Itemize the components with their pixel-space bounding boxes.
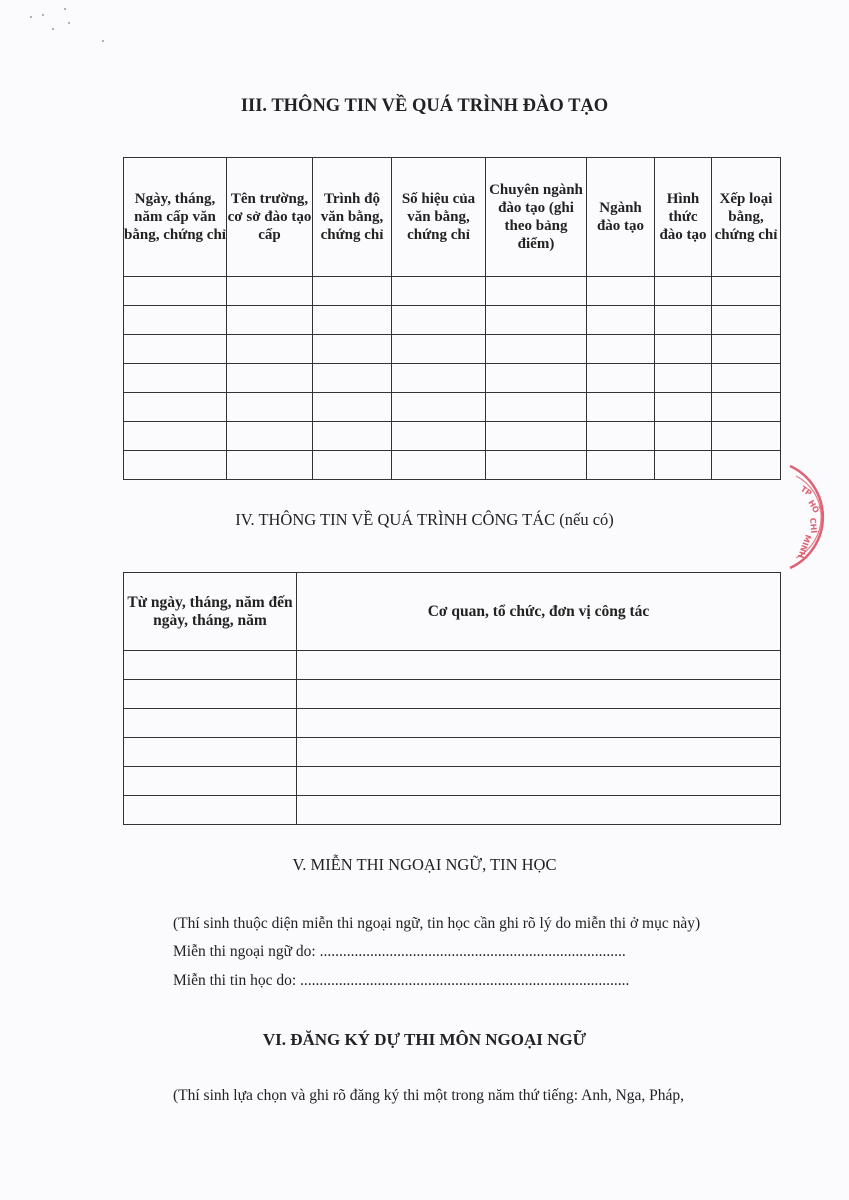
table-row [124, 738, 781, 767]
col-period: Từ ngày, tháng, năm đến ngày, tháng, năm [124, 573, 297, 651]
table-cell[interactable] [712, 306, 781, 335]
table-cell[interactable] [587, 335, 655, 364]
table-cell[interactable] [486, 335, 587, 364]
table-cell[interactable] [392, 393, 486, 422]
stamp-seal [782, 462, 842, 572]
table-cell[interactable] [655, 364, 712, 393]
table-cell[interactable] [124, 796, 297, 825]
table-cell[interactable] [124, 364, 227, 393]
table-cell[interactable] [297, 709, 781, 738]
table-cell[interactable] [313, 422, 392, 451]
table-cell[interactable] [712, 393, 781, 422]
work-history-header-row [124, 573, 781, 651]
table-cell[interactable] [124, 767, 297, 796]
table-cell[interactable] [297, 767, 781, 796]
table-cell[interactable] [486, 393, 587, 422]
table-cell[interactable] [313, 306, 392, 335]
table-cell[interactable] [712, 422, 781, 451]
table-row [124, 709, 781, 738]
table-cell[interactable] [655, 335, 712, 364]
table-row [124, 767, 781, 796]
work-history-table [123, 572, 781, 825]
table-row [124, 796, 781, 825]
table-cell[interactable] [392, 306, 486, 335]
table-cell[interactable] [587, 422, 655, 451]
table-cell[interactable] [392, 422, 486, 451]
col-training-form: Hình thức đào tạo [655, 158, 712, 277]
table-row [124, 422, 781, 451]
section-5-note: (Thí sinh thuộc diện miễn thi ngoại ngữ, tin học cần ghi rõ lý do miễn thi ở mục này) [173, 915, 701, 932]
table-cell[interactable] [392, 451, 486, 480]
table-row [124, 335, 781, 364]
table-cell[interactable] [486, 306, 587, 335]
table-cell[interactable] [655, 422, 712, 451]
table-cell[interactable] [392, 335, 486, 364]
table-cell[interactable] [124, 393, 227, 422]
table-cell[interactable] [486, 277, 587, 306]
table-cell[interactable] [313, 364, 392, 393]
section-6-note: (Thí sinh lựa chọn và ghi rõ đăng ký thi một trong năm thứ tiếng: Anh, Nga, Pháp, [173, 1087, 685, 1104]
table-cell[interactable] [297, 796, 781, 825]
col-organization: Cơ quan, tổ chức, đơn vị công tác [297, 573, 781, 651]
language-exemption-line[interactable]: Miễn thi ngoại ngữ do: ............................................................................... [173, 943, 626, 960]
table-cell[interactable] [227, 451, 313, 480]
table-row [124, 277, 781, 306]
table-cell[interactable] [313, 277, 392, 306]
training-table-header-row [124, 158, 781, 277]
table-cell[interactable] [297, 680, 781, 709]
svg-text:HỒ: HỒ [806, 498, 821, 515]
table-cell[interactable] [587, 306, 655, 335]
svg-text:TP: TP [798, 484, 814, 499]
table-row [124, 364, 781, 393]
table-cell[interactable] [124, 680, 297, 709]
svg-text:MINH: MINH [795, 533, 813, 560]
table-cell[interactable] [227, 393, 313, 422]
table-cell[interactable] [712, 335, 781, 364]
table-cell[interactable] [313, 451, 392, 480]
table-cell[interactable] [297, 651, 781, 680]
table-cell[interactable] [124, 451, 227, 480]
table-row [124, 306, 781, 335]
table-cell[interactable] [587, 364, 655, 393]
section-6-title: VI. ĐĂNG KÝ DỰ THI MÔN NGOẠI NGỮ [262, 1030, 587, 1049]
table-cell[interactable] [392, 277, 486, 306]
table-cell[interactable] [486, 364, 587, 393]
col-degree-number: Số hiệu của văn bằng, chứng chỉ [392, 158, 486, 277]
svg-text:CHÍ: CHÍ [808, 517, 819, 534]
table-cell[interactable] [124, 709, 297, 738]
section-5-title: V. MIỄN THI NGOẠI NGỮ, TIN HỌC [292, 855, 557, 874]
table-row [124, 393, 781, 422]
section-3-title: III. THÔNG TIN VỀ QUÁ TRÌNH ĐÀO TẠO [240, 96, 609, 116]
table-cell[interactable] [587, 393, 655, 422]
table-cell[interactable] [712, 277, 781, 306]
table-row [124, 680, 781, 709]
col-issue-date: Ngày, tháng, năm cấp văn bằng, chứng chỉ [124, 158, 227, 277]
table-cell[interactable] [486, 451, 587, 480]
table-cell[interactable] [124, 277, 227, 306]
table-cell[interactable] [124, 306, 227, 335]
col-field: Ngành đào tạo [587, 158, 655, 277]
table-row [124, 451, 781, 480]
table-cell[interactable] [227, 335, 313, 364]
col-degree-level: Trình độ văn bằng, chứng chỉ [313, 158, 392, 277]
table-cell[interactable] [227, 306, 313, 335]
table-cell[interactable] [655, 306, 712, 335]
col-specialization: Chuyên ngành đào tạo (ghi theo bảng điểm) [486, 158, 587, 277]
table-cell[interactable] [313, 335, 392, 364]
table-cell[interactable] [313, 393, 392, 422]
table-cell[interactable] [297, 738, 781, 767]
table-cell[interactable] [655, 451, 712, 480]
col-classification: Xếp loại bằng, chứng chỉ [712, 158, 781, 277]
table-cell[interactable] [124, 335, 227, 364]
table-cell[interactable] [712, 364, 781, 393]
table-cell[interactable] [124, 422, 227, 451]
table-row [124, 651, 781, 680]
table-cell[interactable] [227, 277, 313, 306]
col-school-name: Tên trường, cơ sở đào tạo cấp [227, 158, 313, 277]
table-cell[interactable] [587, 277, 655, 306]
table-cell[interactable] [712, 451, 781, 480]
table-cell[interactable] [227, 364, 313, 393]
table-cell[interactable] [227, 422, 313, 451]
table-cell[interactable] [655, 277, 712, 306]
table-cell[interactable] [655, 393, 712, 422]
it-exemption-line[interactable]: Miễn thi tin học do: ..................................................................................... [173, 972, 630, 989]
table-cell[interactable] [124, 738, 297, 767]
training-table [123, 157, 781, 480]
section-4-title: IV. THÔNG TIN VỀ QUÁ TRÌNH CÔNG TÁC (nếu có) [235, 510, 614, 529]
table-cell[interactable] [486, 422, 587, 451]
table-cell[interactable] [392, 364, 486, 393]
table-cell[interactable] [124, 651, 297, 680]
table-cell[interactable] [587, 451, 655, 480]
